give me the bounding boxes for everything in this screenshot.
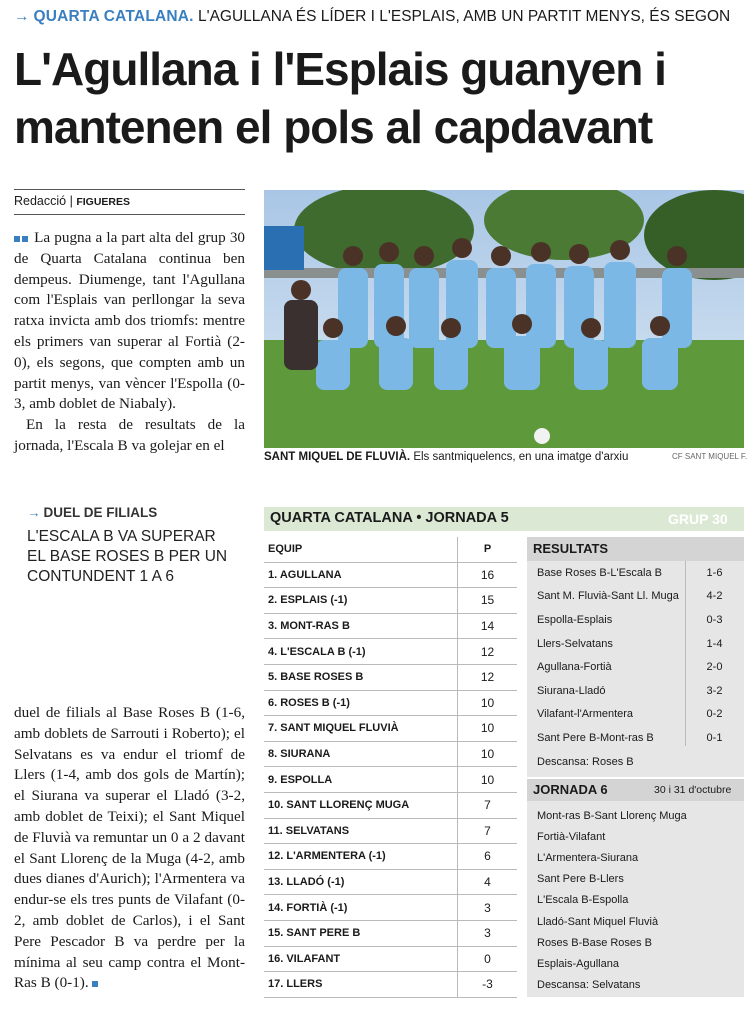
next-round-title: JORNADA 6: [533, 782, 608, 797]
byline-place: FIGUERES: [76, 196, 131, 208]
standings-team: 1. AGULLANA: [268, 568, 342, 581]
result-score: 2-0: [706, 661, 723, 674]
pullquote-label-text: DUEL DE FILIALS: [43, 505, 158, 520]
standings-points: 7: [457, 819, 517, 844]
arrow-right-icon: →: [27, 505, 41, 520]
standings-team: 9. ESPOLLA: [268, 773, 333, 786]
pullquote-label: [27, 505, 157, 520]
standings-team: 3. MONT-RAS B: [268, 620, 350, 633]
result-match: Espolla-Esplais: [537, 613, 613, 626]
standings-row: [264, 588, 517, 614]
standings-points: -3: [457, 972, 517, 997]
fixture-row: Esplais-Agullana: [537, 957, 619, 970]
byline-rule-top: [14, 189, 245, 190]
body-paragraph-3: duel de filials al Base Roses B (1-6, amb doblets de Sarrouti i Roberto); el Selvatans es va endur el triomf de Llers (1-4, amb dos gols de Martín); el Siurana va superar el Lladó (3-2, amb doblet de Teixi); el Sant Miquel de Fluvià va remuntar un 0 a 2 davant el Sant Llorenç de la Muga (4-2, amb dues dianes d'Aurich); l'Armentera va endur-se els tres punts de Vilafant (0-2, amb doblet de Carlos), i el Sant Pere Pescador B va perdre per la mínima al seu camp contra el Mont-Ras B (0-1).: [14, 704, 245, 992]
end-marker-icon: [92, 981, 98, 987]
results-divider: [685, 561, 686, 746]
standings-team: 6. ROSES B (-1): [268, 696, 350, 709]
standings-row: [264, 716, 517, 742]
standings-row: [264, 895, 517, 921]
fixture-row: Fortià-Vilafant: [537, 830, 606, 843]
standings-points: 0: [457, 947, 517, 972]
standings-row: [264, 921, 517, 947]
body-paragraph-1: [14, 228, 245, 415]
standings-points: 15: [457, 588, 517, 613]
fixture-row: L'Armentera-Siurana: [537, 851, 639, 864]
team-photo: [264, 190, 744, 448]
standings-points: 10: [457, 742, 517, 767]
standings-points: 14: [457, 614, 517, 639]
fixture-row: Mont-ras B-Sant Llorenç Muga: [537, 809, 687, 822]
paragraph-marker-icon: [14, 236, 20, 242]
standings-team: 12. L'ARMENTERA (-1): [268, 850, 386, 863]
result-row: [527, 632, 744, 656]
result-match: Llers-Selvatans: [537, 637, 613, 650]
result-match: Siurana-Lladó: [537, 684, 606, 697]
standings-points: 10: [457, 767, 517, 792]
standings-row: [264, 947, 517, 973]
kicker-text: L'AGULLANA ÉS LÍDER I L'ESPLAIS, AMB UN PARTIT MENYS, ÉS SEGON: [198, 8, 731, 25]
standings-points: 3: [457, 895, 517, 920]
standings-team: 17. LLERS: [268, 978, 323, 991]
result-score: 0-3: [706, 613, 723, 626]
standings-points: 10: [457, 691, 517, 716]
headline-line-1: L'Agullana i l'Esplais guanyen i: [14, 43, 666, 95]
result-match: Agullana-Fortià: [537, 661, 612, 674]
body-paragraph-2: En la resta de resultats de la jornada, l'Escala B va golejar en el: [14, 416, 245, 454]
results-title: RESULTATS: [533, 541, 609, 556]
standings-points: 7: [457, 793, 517, 818]
result-row: [527, 585, 744, 609]
standings-table: [264, 537, 517, 998]
result-score: 0-1: [706, 731, 723, 744]
byline-author: Redacció: [14, 194, 67, 208]
standings-team: 10. SANT LLORENÇ MUGA: [268, 799, 410, 812]
body-column-bottom: [14, 703, 245, 994]
standings-team: 13. LLADÓ (-1): [268, 876, 345, 889]
headline-line-2: mantenen el pols al capdavant: [14, 101, 653, 153]
standings-team: 4. L'ESCALA B (-1): [268, 645, 366, 658]
standings-group: GRUP 30: [668, 511, 728, 527]
standings-points: 12: [457, 665, 517, 690]
standings-col-team: EQUIP: [268, 543, 303, 556]
body-paragraph-1-text: La pugna a la part alta del grup 30 de Quarta Catalana continua ben dempeus. Diumenge, tant l'Agullana com l'Esplais van perllongar la seva ratxa invicta amb dos triomfs: mentre els primers van superar al Fortià (2-0), els segons, que compten amb un partit menys, van vèncer l'Espolla (0-3, amb doblet de Niabaly).: [14, 229, 246, 413]
standings-team: 11. SELVATANS: [268, 824, 350, 837]
result-score: 1-6: [706, 566, 723, 579]
result-row: [527, 726, 744, 750]
arrow-right-icon: →: [14, 8, 30, 25]
fixture-row: L'Escala B-Espolla: [537, 894, 629, 907]
standings-row: [264, 563, 517, 589]
standings-row: [264, 691, 517, 717]
fixture-row: Sant Pere B-Llers: [537, 873, 624, 886]
standings-row: [264, 972, 517, 998]
result-match: Sant M. Fluvià-Sant Ll. Muga: [537, 590, 679, 603]
next-round-date: 30 i 31 d'octubre: [654, 784, 732, 796]
standings-row: [264, 614, 517, 640]
result-score: 0-2: [706, 708, 723, 721]
result-score: 4-2: [706, 590, 723, 603]
standings-row: [264, 742, 517, 768]
standings-team: 14. FORTIÀ (-1): [268, 901, 348, 914]
caption-place: SANT MIQUEL DE FLUVIÀ.: [264, 451, 411, 463]
standings-team: 15. SANT PERE B: [268, 927, 361, 940]
standings-points: 12: [457, 639, 517, 664]
result-match: Sant Pere B-Mont-ras B: [537, 731, 654, 744]
pullquote-text: L'ESCALA B VA SUPERAR EL BASE ROSES B PER UN CONTUNDENT 1 A 6: [27, 528, 228, 585]
result-row: [527, 703, 744, 727]
result-row: [527, 608, 744, 632]
standings-points: 16: [457, 563, 517, 588]
standings-team: 8. SIURANA: [268, 748, 331, 761]
result-score: 3-2: [706, 684, 723, 697]
photo-credit: CF SANT MIQUEL F.: [672, 452, 748, 461]
caption-text: Els santmiquelencs, en una imatge d'arxiu: [413, 451, 629, 463]
result-score: 1-4: [706, 637, 723, 650]
standings-header-row: [264, 537, 517, 563]
standings-points: 6: [457, 844, 517, 869]
standings-row: [264, 844, 517, 870]
standings-row: [264, 767, 517, 793]
standings-points: 3: [457, 921, 517, 946]
results-list: [527, 561, 744, 773]
standings-row: [264, 665, 517, 691]
kicker: [14, 8, 730, 26]
standings-team: 2. ESPLAIS (-1): [268, 594, 348, 607]
standings-row: [264, 870, 517, 896]
next-round-list: [527, 805, 744, 996]
byline-rule-bottom: [14, 214, 245, 215]
standings-team: 5. BASE ROSES B: [268, 671, 364, 684]
result-row: [527, 679, 744, 703]
paragraph-marker-icon: [22, 236, 28, 242]
standings-points: 4: [457, 870, 517, 895]
kicker-section: QUARTA CATALANA.: [33, 8, 194, 25]
result-match: Vilafant-l'Armentera: [537, 708, 634, 721]
standings-team: 7. SANT MIQUEL FLUVIÀ: [268, 722, 399, 735]
result-row: [527, 655, 744, 679]
standings-title: QUARTA CATALANA • JORNADA 5: [270, 510, 509, 526]
result-match: Descansa: Roses B: [537, 755, 634, 768]
standings-row: [264, 793, 517, 819]
result-row: [527, 561, 744, 585]
headline: [14, 40, 744, 156]
fixture-row: Roses B-Base Roses B: [537, 936, 652, 949]
team-photo-image: [264, 190, 744, 448]
standings-points: 10: [457, 716, 517, 741]
body-column-top: [14, 228, 245, 457]
byline: Redacció | FIGUERES: [14, 194, 131, 208]
standings-team: 16. VILAFANT: [268, 952, 341, 965]
fixture-row: Descansa: Selvatans: [537, 979, 641, 992]
fixture-row: Lladó-Sant Miquel Fluvià: [537, 915, 659, 928]
standings-col-points: P: [457, 537, 517, 562]
standings-row: [264, 819, 517, 845]
standings-row: [264, 639, 517, 665]
result-match: Base Roses B-L'Escala B: [537, 566, 662, 579]
result-row: [527, 750, 744, 774]
